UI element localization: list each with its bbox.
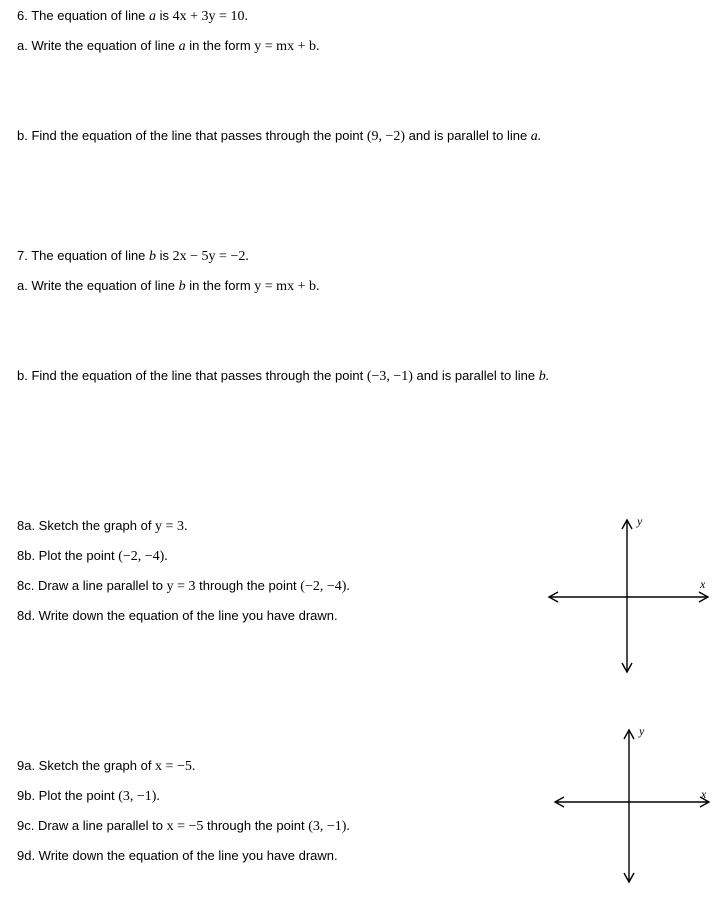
q6-part-b — [17, 127, 541, 146]
q7-stem-is: is — [156, 248, 173, 263]
q6-b-point: (9, −2) — [366, 129, 406, 144]
q7-b-point: (−3, −1) — [366, 369, 413, 384]
q7-part-a — [17, 277, 319, 296]
q8-y-axis-label: y — [637, 514, 643, 528]
q9-coordinate-axes — [547, 722, 717, 887]
q8-a-text: 8a. Sketch the graph of — [17, 518, 156, 533]
q8-c-point: (−2, −4). — [300, 579, 350, 594]
q8-part-d — [17, 607, 338, 625]
q7-a-mid: in the form — [185, 278, 255, 293]
q8-b-point: (−2, −4). — [118, 549, 168, 564]
q8-part-a — [17, 517, 187, 536]
q7-part-b — [17, 367, 549, 386]
q6-a-var: a — [178, 39, 186, 54]
q8-part-b — [17, 547, 168, 566]
q9-a-text: 9a. Sketch the graph of — [17, 758, 156, 773]
q7-stem-equation: 2x − 5y = −2. — [172, 249, 249, 264]
q9-part-d — [17, 847, 338, 865]
q9-d-text: 9d. Write down the equation of the line you have drawn. — [17, 848, 338, 863]
q8-d-text: 8d. Write down the equation of the line you have drawn. — [17, 608, 338, 623]
q9-c-equation: x = −5 — [166, 819, 204, 834]
q6-b-text: b. Find the equation of the line that passes through the point — [17, 128, 367, 143]
q9-c-mid: through the point — [203, 818, 309, 833]
q7-a-text: a. Write the equation of line — [17, 278, 179, 293]
q6-stem-text: 6. The equation of line — [17, 8, 150, 23]
q9-c-point: (3, −1). — [308, 819, 350, 834]
q7-stem-text: 7. The equation of line — [17, 248, 150, 263]
q8-a-equation: y = 3. — [155, 519, 188, 534]
q9-a-equation: x = −5. — [155, 759, 196, 774]
q8-c-mid: through the point — [195, 578, 301, 593]
q6-a-form: y = mx + b. — [254, 39, 320, 54]
q7-a-form: y = mx + b. — [254, 279, 320, 294]
q6-stem — [17, 7, 248, 26]
q8-c-equation: y = 3 — [166, 579, 196, 594]
q6-stem-equation: 4x + 3y = 10. — [172, 9, 248, 24]
q6-stem-is: is — [156, 8, 173, 23]
q8-b-text: 8b. Plot the point — [17, 548, 119, 563]
q7-b-var: b. — [538, 369, 550, 384]
q9-x-axis-label: x — [701, 787, 707, 801]
q8-coordinate-axes — [545, 512, 715, 677]
q6-b-var: a. — [530, 129, 542, 144]
q6-part-a — [17, 37, 319, 56]
q7-stem — [17, 247, 249, 266]
q9-b-text: 9b. Plot the point — [17, 788, 119, 803]
q6-b-mid: and is parallel to line — [405, 128, 531, 143]
q8-part-c — [17, 577, 350, 596]
q9-y-axis-label: y — [639, 724, 645, 738]
q9-part-a — [17, 757, 195, 776]
q9-part-b — [17, 787, 160, 806]
q7-b-text: b. Find the equation of the line that passes through the point — [17, 368, 367, 383]
q9-c-text: 9c. Draw a line parallel to — [17, 818, 167, 833]
q7-b-mid: and is parallel to line — [412, 368, 539, 383]
q8-c-text: 8c. Draw a line parallel to — [17, 578, 167, 593]
q8-x-axis-label: x — [700, 577, 706, 591]
q6-stem-var: a — [149, 9, 157, 24]
q9-b-point: (3, −1). — [118, 789, 160, 804]
q9-part-c — [17, 817, 350, 836]
q6-a-mid: in the form — [185, 38, 255, 53]
q6-a-text: a. Write the equation of line — [17, 38, 179, 53]
q7-a-var: b — [178, 279, 186, 294]
q7-stem-var: b — [149, 249, 157, 264]
